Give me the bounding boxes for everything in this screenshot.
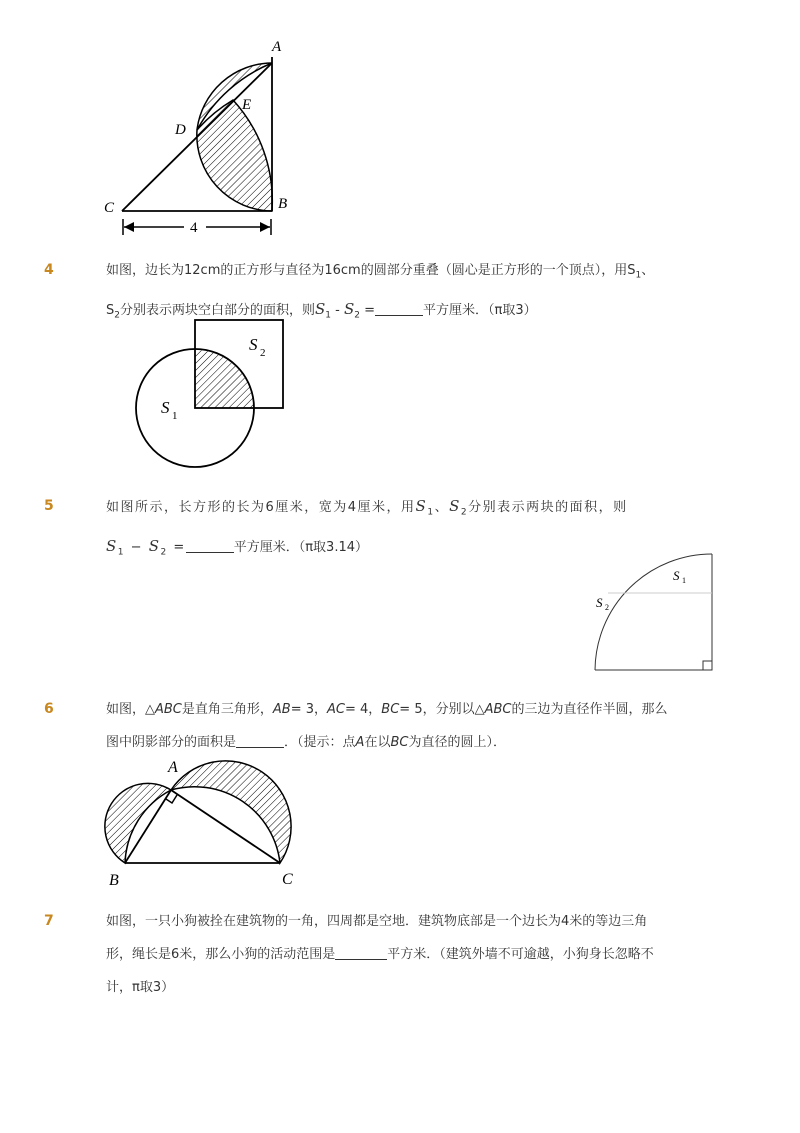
subscript: 1	[325, 310, 332, 321]
math-AB: AB	[272, 702, 291, 717]
answer-blank[interactable]	[335, 945, 387, 960]
label-S1-sub: 1	[172, 410, 178, 422]
dimension-label: 4	[190, 220, 198, 236]
label-S2-sub: 2	[605, 603, 609, 612]
label-S2-sub: 2	[260, 347, 266, 359]
math-BC: BC	[381, 702, 400, 717]
q6-value: = 3，	[290, 702, 328, 717]
figure-q5	[590, 550, 720, 675]
arrow-right-icon	[260, 222, 270, 232]
math-minus: −	[125, 539, 149, 555]
question-number: 7	[44, 913, 54, 929]
separator: 、	[641, 263, 655, 278]
q6-text: 图中阴影部分的面积是	[106, 735, 237, 750]
label-S2: S	[596, 595, 603, 610]
subscript: 2	[160, 547, 168, 558]
q6-text: 的三边为直径作半圆，那么	[511, 702, 668, 717]
label-S2: S	[249, 335, 258, 354]
math-S: S	[106, 536, 118, 555]
shaded-region-bottom	[197, 100, 272, 211]
math-S: S	[415, 497, 428, 515]
q7-line2b: 平方米．（建筑外墙不可逾越，小狗身长忽略不	[387, 947, 654, 962]
q5-line1: 如图所示，长方形的长为6厘米，宽为4厘米，用	[106, 500, 416, 515]
question-7-text	[106, 905, 716, 1004]
math-ABC: ABC	[155, 702, 182, 717]
math-S: S	[148, 536, 161, 555]
label-A: A	[168, 759, 178, 776]
answer-blank[interactable]	[186, 538, 234, 553]
right-angle-mark	[703, 661, 712, 670]
label-S1-sub: 1	[682, 576, 686, 585]
label-S1: S	[161, 398, 170, 417]
label-A: A	[272, 39, 282, 55]
subscript: 1	[635, 270, 642, 281]
label-C: C	[104, 200, 115, 216]
separator: 、	[434, 500, 450, 515]
q7-line1: 如图，一只小狗被拴在建筑物的一角，四周都是空地．建筑物底部是一个边长为4米的等边三角	[106, 914, 648, 929]
shaded-lune-left	[105, 783, 171, 863]
label-B: B	[109, 872, 119, 889]
math-equals: =	[360, 302, 376, 318]
answer-blank[interactable]	[375, 301, 423, 316]
figure-q3	[95, 30, 310, 245]
q6-text: 为直径的圆上）．	[408, 735, 506, 750]
subscript: 2	[354, 310, 361, 321]
answer-blank[interactable]	[236, 733, 284, 748]
question-6-text	[106, 693, 716, 759]
label-C: C	[282, 871, 293, 888]
q5-tail: 平方厘米．（π取3.14）	[233, 539, 369, 555]
math-BC: BC	[390, 735, 409, 750]
q6-text: 是直角三角形，	[181, 702, 273, 717]
label-B: B	[278, 196, 288, 212]
quarter-arc	[595, 554, 712, 670]
symbol-S: S	[106, 302, 115, 318]
math-minus: -	[331, 302, 344, 318]
q7-line3: 计，π取3）	[106, 980, 175, 995]
math-ABC: ABC	[484, 702, 512, 717]
q7-line2: 形，绳长是6米，那么小狗的活动范围是	[106, 947, 336, 962]
math-AC: AC	[327, 702, 345, 717]
q6-text: ．（提示：点	[284, 735, 356, 750]
question-number: 6	[44, 701, 54, 717]
subscript: 1	[117, 547, 126, 558]
q4-tail: 平方厘米．（π取3）	[423, 302, 537, 318]
math-S: S	[449, 497, 461, 515]
figure-q6	[100, 755, 305, 890]
q4-line1: 如图，边长为12cm的正方形与直径为16cm的圆部分重叠（圆心是正方形的一个顶点），用S	[106, 263, 636, 278]
question-number: 5	[44, 498, 54, 514]
label-E: E	[242, 97, 252, 113]
question-number: 4	[44, 262, 54, 278]
math-A: A	[355, 735, 365, 750]
q5-line1b: 分别表示两块的面积，则	[468, 500, 628, 515]
subscript: 2	[114, 310, 120, 321]
shaded-lune-right	[171, 761, 291, 863]
subscript: 1	[427, 507, 435, 518]
q4-line2: 分别表示两块空白部分的面积，则	[120, 302, 316, 318]
subscript: 2	[460, 507, 469, 518]
math-S: S	[344, 299, 355, 318]
q6-value: = 5，分别以△	[399, 702, 485, 717]
arrow-left-icon	[124, 222, 134, 232]
q6-value: = 4，	[345, 702, 382, 717]
label-D: D	[175, 122, 186, 138]
figure-q4	[130, 315, 295, 475]
q6-text: 在以	[364, 735, 391, 750]
overlap-shaded-region	[195, 350, 254, 408]
math-equals: =	[167, 539, 186, 555]
math-S: S	[315, 299, 326, 318]
label-S1: S	[673, 568, 680, 583]
q6-text: 如图，△	[106, 702, 155, 717]
